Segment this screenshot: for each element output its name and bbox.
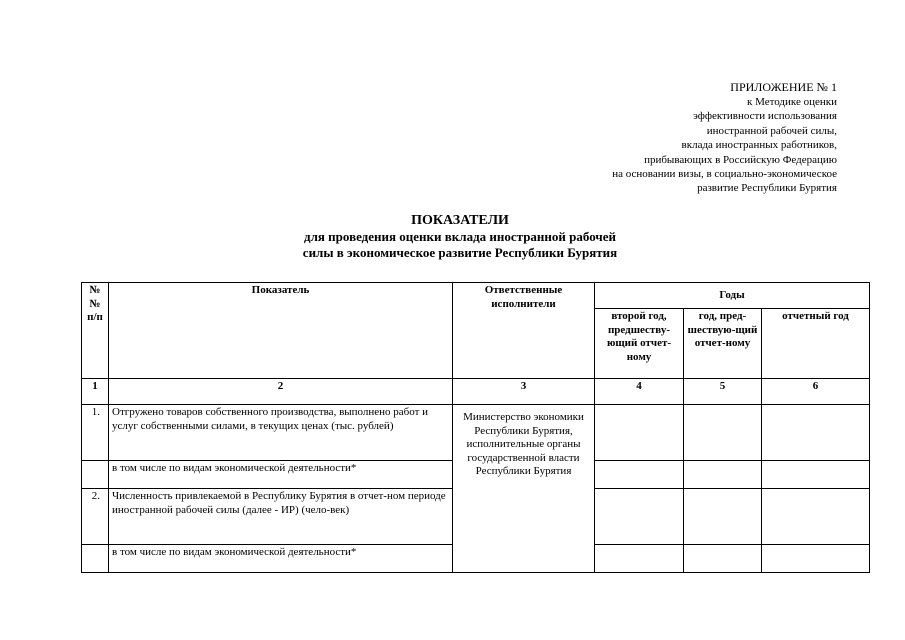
column-number-row <box>82 379 870 405</box>
value-cell <box>762 545 870 573</box>
column-number: 5 <box>684 379 762 405</box>
appendix-line: к Методике оценки <box>746 96 837 108</box>
indicators-table <box>81 282 870 573</box>
appendix-title: ПРИЛОЖЕНИЕ № 1 <box>730 80 837 94</box>
header-years: Годы <box>595 283 870 309</box>
header-year-report: отчетный год <box>762 309 870 379</box>
value-cell <box>595 545 684 573</box>
appendix-caption <box>507 80 837 196</box>
value-cell <box>762 405 870 461</box>
row-number-empty <box>82 545 109 573</box>
value-cell <box>684 461 762 489</box>
table-row <box>82 405 870 461</box>
column-number: 6 <box>762 379 870 405</box>
value-cell <box>595 461 684 489</box>
value-cell <box>762 489 870 545</box>
header-row <box>82 283 870 309</box>
row-indicator: Отгружено товаров собственного производства, выполнено работ и услуг собственными силами, в текущих ценах (тыс. рублей) <box>109 405 453 461</box>
appendix-line: иностранной рабочей силы, <box>706 124 837 137</box>
column-number: 2 <box>109 379 453 405</box>
row-number-empty <box>82 461 109 489</box>
appendix-line: эффективности использования <box>693 110 837 123</box>
row-executors: Министерство экономики Республики Бурятия, исполнительные органы государственной власти Республики Бурятия <box>453 405 595 573</box>
row-number: 2. <box>82 489 109 545</box>
title-main: ПОКАЗАТЕЛИ <box>411 213 509 228</box>
value-cell <box>595 405 684 461</box>
column-number: 3 <box>453 379 595 405</box>
row-indicator: Численность привлекаемой в Республику Бурятия в отчет-ном периоде иностранной рабочей силы (далее - ИР) (чело-век) <box>109 489 453 545</box>
row-sub-indicator: в том числе по видам экономической деятельности* <box>109 545 453 573</box>
title-line: для проведения оценки вклада иностранной рабочей <box>304 229 616 244</box>
value-cell <box>684 405 762 461</box>
header-executors: Ответственные исполнители <box>453 283 595 379</box>
header-num: №№ п/п <box>82 283 109 379</box>
appendix-line: развитие Республики Бурятия <box>697 182 837 195</box>
row-number: 1. <box>82 405 109 461</box>
column-number: 1 <box>82 379 109 405</box>
appendix-line: прибывающих в Российскую Федерацию <box>644 153 837 166</box>
header-year-prior: год, пред-шествую-щий отчет-ному <box>684 309 762 379</box>
document-title <box>150 212 770 261</box>
title-line: силы в экономическое развитие Республики Бурятия <box>302 245 618 260</box>
appendix-line: вклада иностранных работников, <box>681 139 837 152</box>
column-number: 4 <box>595 379 684 405</box>
appendix-line: на основании визы, в социально-экономическое <box>612 168 837 181</box>
value-cell <box>684 545 762 573</box>
row-sub-indicator: в том числе по видам экономической деятельности* <box>109 461 453 489</box>
header-year-second-prior: второй год, предшеству-ющий отчет-ному <box>595 309 684 379</box>
value-cell <box>595 489 684 545</box>
value-cell <box>762 461 870 489</box>
value-cell <box>684 489 762 545</box>
header-indicator: Показатель <box>109 283 453 379</box>
